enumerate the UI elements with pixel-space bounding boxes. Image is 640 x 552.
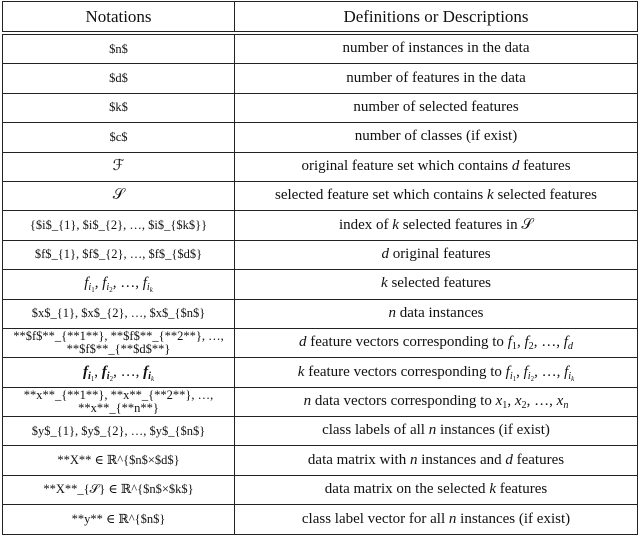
- table-row: [3, 64, 638, 93]
- table-row: [3, 299, 638, 328]
- notation-cell: **X**_{𝒮} ∈ ℝ^{$n$×$k$}: [3, 475, 235, 504]
- table-row: [3, 417, 638, 446]
- definition-cell: class labels of all n instances (if exist): [235, 417, 638, 446]
- notation-cell: {$i$_{1}, $i$_{2}, …, $i$_{$k$}}: [3, 211, 235, 240]
- notation-cell: ℱ: [3, 152, 235, 181]
- definition-cell: number of features in the data: [235, 64, 638, 93]
- definition-cell: data matrix with n instances and d features: [235, 446, 638, 475]
- table-row: [3, 387, 638, 416]
- notation-cell: $n$: [3, 33, 235, 64]
- notation-cell: **x**_{**1**}, **x**_{**2**}, …, **x**_{**n**}: [3, 387, 235, 416]
- definition-cell: k feature vectors corresponding to $f_{i_1}$, $f_{i_2}$, …, $f_{i_k}$: [235, 358, 638, 387]
- notation-cell: $x$_{1}, $x$_{2}, …, $x$_{$n$}: [3, 299, 235, 328]
- notation-cell: **X** ∈ ℝ^{$n$×$d$}: [3, 446, 235, 475]
- notation-table: [2, 1, 638, 535]
- table-body: [3, 33, 638, 534]
- notation-cell: $f$_{1}, $f$_{2}, …, $f$_{$d$}: [3, 240, 235, 269]
- table-row: [3, 475, 638, 504]
- definition-cell: n data instances: [235, 299, 638, 328]
- definition-cell: d original features: [235, 240, 638, 269]
- definition-cell: k selected features: [235, 270, 638, 299]
- header-row: [3, 2, 638, 34]
- table-row: [3, 152, 638, 181]
- definition-cell: data matrix on the selected k features: [235, 475, 638, 504]
- notation-cell: $d$: [3, 64, 235, 93]
- notation-cell: **$f$**_{**1**}, **$f$**_{**2**}, …, **$f$**_{**$d$**}: [3, 328, 235, 357]
- definition-cell: d feature vectors corresponding to $f_1$, $f_2$, …, $f_d$: [235, 328, 638, 357]
- table-row: [3, 211, 638, 240]
- table-row: [3, 446, 638, 475]
- definition-cell: index of k selected features in 𝒮: [235, 211, 638, 240]
- table-row: [3, 33, 638, 64]
- notation-cell: 𝒮: [3, 181, 235, 210]
- notation-cell: $f_{i_1}$, $f_{i_2}$, …, $f_{i_k}$: [3, 358, 235, 387]
- table-row: [3, 240, 638, 269]
- definition-cell: n data vectors corresponding to $x_1$, $x_2$, …, $x_n$: [235, 387, 638, 416]
- notation-cell: $y$_{1}, $y$_{2}, …, $y$_{$n$}: [3, 417, 235, 446]
- table-row: [3, 181, 638, 210]
- table-row: [3, 123, 638, 152]
- table-row: [3, 270, 638, 299]
- header-definitions: Definitions or Descriptions: [235, 2, 638, 34]
- table-row: [3, 358, 638, 387]
- notation-cell: $k$: [3, 93, 235, 122]
- definition-cell: original feature set which contains d features: [235, 152, 638, 181]
- definition-cell: number of classes (if exist): [235, 123, 638, 152]
- table-row: [3, 505, 638, 534]
- definition-cell: number of instances in the data: [235, 33, 638, 64]
- table-row: [3, 93, 638, 122]
- notation-cell: $c$: [3, 123, 235, 152]
- definition-cell: class label vector for all n instances (if exist): [235, 505, 638, 534]
- definition-cell: number of selected features: [235, 93, 638, 122]
- header-notations: Notations: [3, 2, 235, 34]
- notation-cell: $f_{i_1}$, $f_{i_2}$, …, $f_{i_k}$: [3, 270, 235, 299]
- table-row: [3, 328, 638, 357]
- definition-cell: selected feature set which contains k selected features: [235, 181, 638, 210]
- notation-cell: **y** ∈ ℝ^{$n$}: [3, 505, 235, 534]
